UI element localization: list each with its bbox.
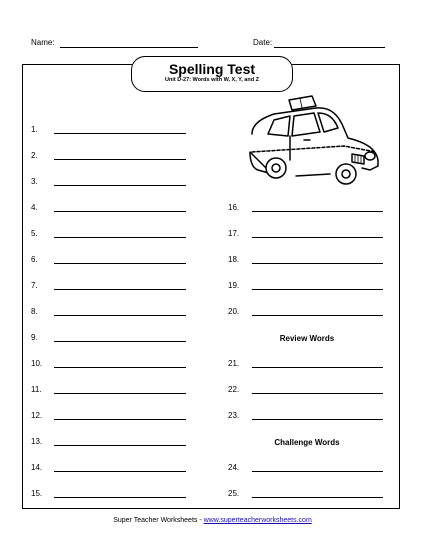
item-number: 11. <box>31 385 42 394</box>
challenge-words-heading: Challenge Words <box>274 438 340 447</box>
answer-line[interactable] <box>54 367 186 368</box>
footer <box>0 516 425 525</box>
review-words-heading: Review Words <box>279 334 335 343</box>
page-subtitle: Unit D-27: Words with W, X, Y, and Z <box>165 77 259 83</box>
answer-line[interactable] <box>252 497 383 498</box>
item-number: 23. <box>228 411 240 420</box>
answer-line[interactable] <box>252 237 383 238</box>
name-label: Name: <box>31 38 55 47</box>
title-box <box>131 56 293 92</box>
item-number: 12. <box>31 411 43 420</box>
item-number: 20. <box>228 307 240 316</box>
item-number: 15. <box>31 489 43 498</box>
item-number: 9. <box>31 333 38 342</box>
item-number: 5. <box>31 229 38 238</box>
footer-text: Super Teacher Worksheets - <box>113 517 204 524</box>
item-number: 21. <box>228 359 240 368</box>
answer-line[interactable] <box>252 419 383 420</box>
answer-line[interactable] <box>252 289 383 290</box>
answer-line[interactable] <box>252 367 383 368</box>
answer-line[interactable] <box>54 133 186 134</box>
answer-line[interactable] <box>54 445 186 446</box>
answer-line[interactable] <box>54 237 186 238</box>
answer-line[interactable] <box>54 315 186 316</box>
item-number: 16. <box>228 203 240 212</box>
answer-line[interactable] <box>252 263 383 264</box>
footer-link[interactable]: www.superteacherworksheets.com <box>203 517 312 524</box>
item-number: 14. <box>31 463 43 472</box>
answer-line[interactable] <box>54 419 186 420</box>
answer-line[interactable] <box>54 341 186 342</box>
item-number: 2. <box>31 151 38 160</box>
taxi-cab-icon <box>244 94 384 186</box>
item-number: 1. <box>31 125 38 134</box>
answer-line[interactable] <box>54 497 186 498</box>
item-number: 8. <box>31 307 38 316</box>
answer-line[interactable] <box>54 211 186 212</box>
item-number: 25. <box>228 489 240 498</box>
item-number: 24. <box>228 463 240 472</box>
item-number: 22. <box>228 385 240 394</box>
answer-line[interactable] <box>54 289 186 290</box>
item-number: 6. <box>31 255 38 264</box>
item-number: 13. <box>31 437 43 446</box>
page-title: Spelling Test <box>168 61 256 77</box>
date-label: Date: <box>253 38 273 47</box>
answer-line[interactable] <box>54 185 186 186</box>
item-number: 10. <box>31 359 43 368</box>
item-number: 17. <box>228 229 240 238</box>
answer-line[interactable] <box>54 393 186 394</box>
item-number: 19. <box>228 281 240 290</box>
item-number: 4. <box>31 203 38 212</box>
item-number: 18. <box>228 255 240 264</box>
date-line[interactable] <box>274 47 385 48</box>
item-number: 3. <box>31 177 38 186</box>
answer-line[interactable] <box>54 159 186 160</box>
answer-line[interactable] <box>252 211 383 212</box>
name-line[interactable] <box>60 47 198 48</box>
answer-line[interactable] <box>252 315 383 316</box>
answer-line[interactable] <box>54 263 186 264</box>
answer-line[interactable] <box>252 393 383 394</box>
answer-line[interactable] <box>54 471 186 472</box>
item-number: 7. <box>31 281 38 290</box>
answer-line[interactable] <box>252 471 383 472</box>
